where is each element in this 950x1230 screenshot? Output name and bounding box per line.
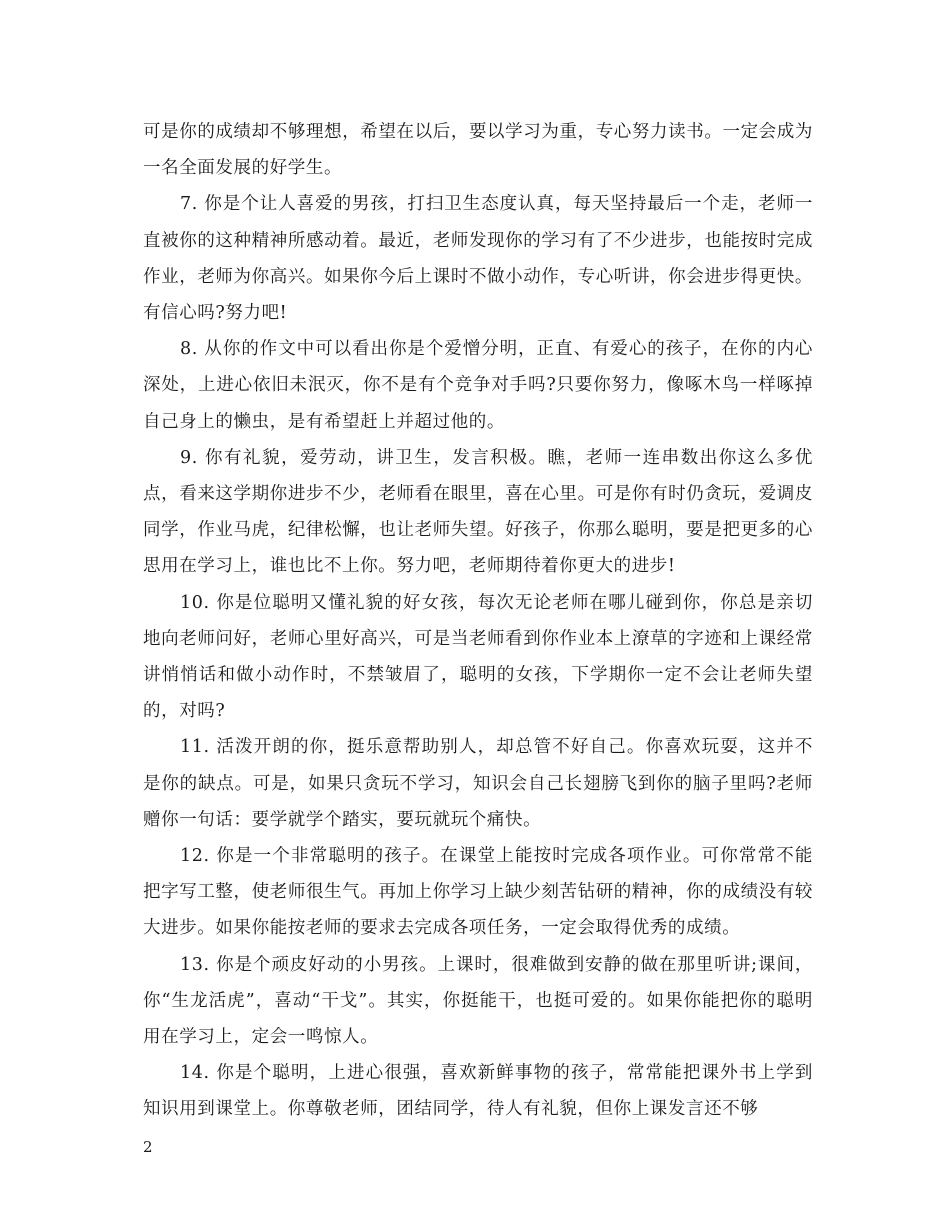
paragraph-comment-8: 8. 从你的作文中可以看出你是个爱憎分明，正直、有爱心的孩子，在你的内心深处，上进心依旧未泯灭，你不是有个竞争对手吗?只要你努力，像啄木鸟一样啄掉自己身上的懒虫，是有希望赶上并超过他的。 <box>143 339 813 432</box>
paragraph-comment-13: 13. 你是个顽皮好动的小男孩。上课时，很难做到安静的做在那里听讲;课间，你“生龙活虎”，喜动“干戈”。其实，你挺能干，也挺可爱的。如果你能把你的聪明用在学习上，定会一鸣惊人。 <box>143 954 813 1048</box>
page-number: 2 <box>143 1138 153 1156</box>
paragraph-comment-9: 9. 你有礼貌，爱劳动，讲卫生，发言积极。瞧，老师一连串数出你这么多优点，看来这学期你进步不少，老师看在眼里，喜在心里。可是你有时仍贪玩，爱调皮同学，作业马虎，纪律松懈，也让老师失望。好孩子，你那么聪明，要是把更多的心思用在学习上，谁也比不上你。努力吧，老师期待着你更大的进步! <box>143 447 813 577</box>
paragraph-comment-7: 7. 你是个让人喜爱的男孩，打扫卫生态度认真，每天坚持最后一个走，老师一直被你的这种精神所感动着。最近，老师发现你的学习有了不少进步，也能按时完成作业，老师为你高兴。如果你今后上课时不做小动作，专心听讲，你会进步得更快。有信心吗?努力吧! <box>143 194 813 324</box>
document-body <box>143 114 813 1128</box>
paragraph-continuation: 可是你的成绩却不够理想，希望在以后，要以学习为重，专心努力读书。一定会成为一名全面发展的好学生。 <box>143 122 813 179</box>
paragraph-comment-11: 11. 活泼开朗的你，挺乐意帮助别人，却总管不好自己。你喜欢玩耍，这并不是你的缺点。可是，如果只贪玩不学习，知识会自己长翅膀飞到你的脑子里吗?老师赠你一句话：要学就学个踏实，要玩就玩个痛快。 <box>143 737 813 830</box>
paragraph-comment-10: 10. 你是位聪明又懂礼貌的好女孩，每次无论老师在哪儿碰到你，你总是亲切地向老师问好，老师心里好高兴，可是当老师看到你作业本上潦草的字迹和上课经常讲悄悄话和做小动作时，不禁皱眉了，聪明的女孩，下学期你一定不会让老师失望的，对吗? <box>143 592 813 722</box>
paragraph-comment-14: 14. 你是个聪明，上进心很强，喜欢新鲜事物的孩子，常常能把课外书上学到知识用到课堂上。你尊敬老师，团结同学，待人有礼貌，但你上课发言还不够 <box>143 1063 813 1120</box>
paragraph-comment-12: 12. 你是一个非常聪明的孩子。在课堂上能按时完成各项作业。可你常常不能把字写工整，使老师很生气。再加上你学习上缺少刻苦钻研的精神，你的成绩没有较大进步。如果你能按老师的要求去完成各项任务，一定会取得优秀的成绩。 <box>143 846 813 939</box>
